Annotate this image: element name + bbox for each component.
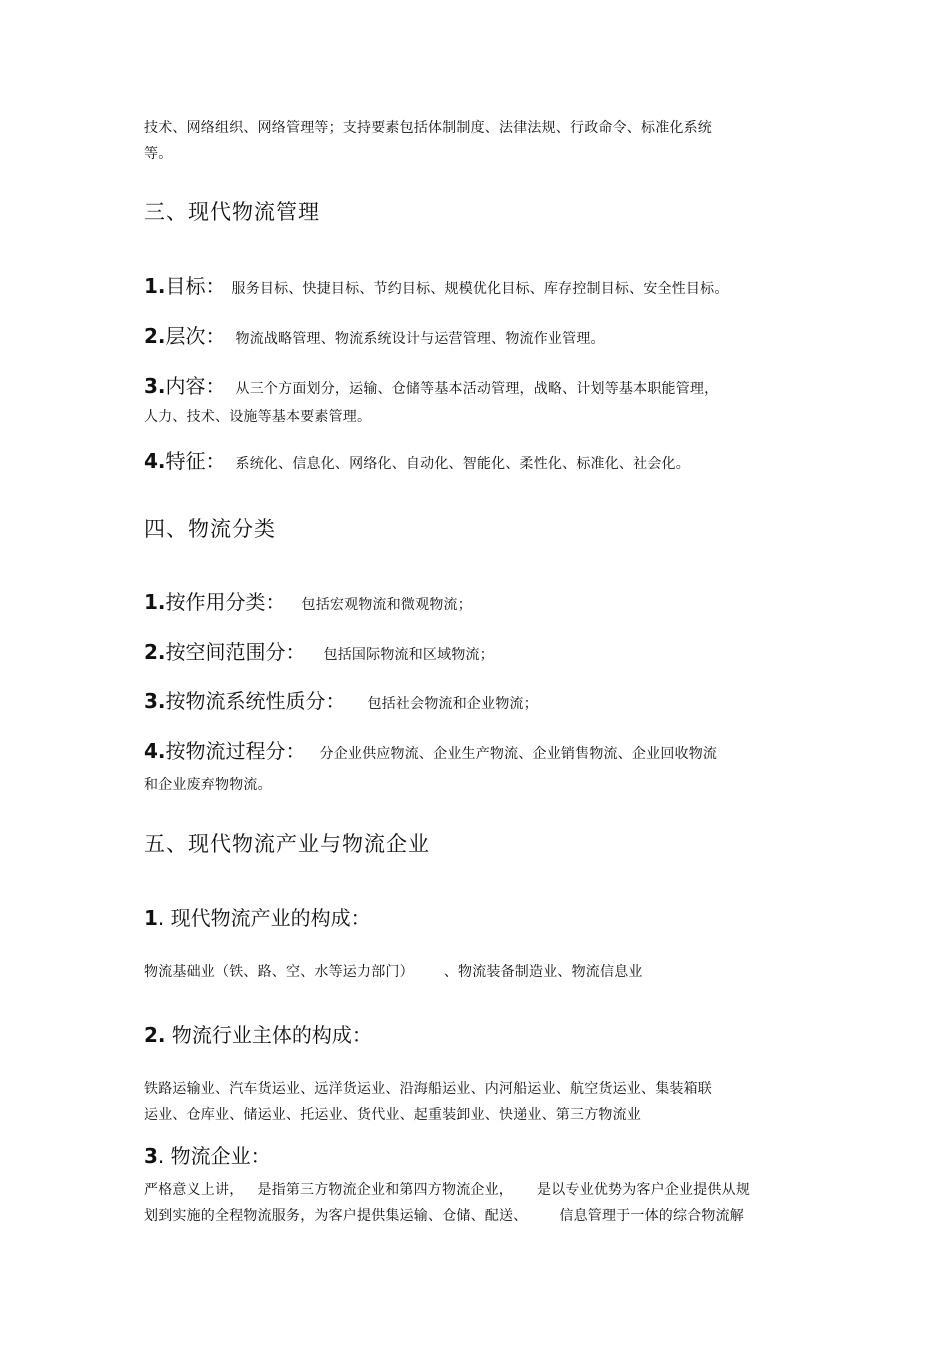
item-description: 分企业供应物流、企业生产物流、企业销售物流、企业回收物流 bbox=[319, 746, 718, 762]
item-number: 2. bbox=[144, 1023, 166, 1047]
item-number: 2. bbox=[144, 640, 166, 664]
item-title: 按物流过程分： bbox=[165, 739, 306, 763]
item-title: 按空间范围分： bbox=[165, 640, 306, 664]
item-number: 3. bbox=[144, 374, 166, 398]
text-segment: 、物流装备制造业、物流信息业 bbox=[443, 964, 643, 980]
text-segment: 信息管理于一体的综合物流解 bbox=[559, 1208, 745, 1224]
sec4-item-2 bbox=[144, 639, 494, 668]
sec4-item-1 bbox=[144, 589, 472, 618]
item-number: 2. bbox=[144, 324, 166, 348]
item-number: 4. bbox=[144, 449, 166, 473]
item-description: 从三个方面划分，运输、仓储等基本活动管理，战略、计划等基本职能管理， bbox=[235, 381, 719, 397]
sec3-item-4 bbox=[144, 448, 690, 477]
item-title: 层次： bbox=[165, 324, 226, 348]
item-description: 系统化、信息化、网络化、自动化、智能化、柔性化、标准化、社会化。 bbox=[235, 456, 690, 472]
sec4-item-3 bbox=[144, 688, 538, 717]
item-title: 按作用分类： bbox=[165, 590, 286, 614]
sec5-subheading-1 bbox=[144, 905, 371, 931]
sec5-subheading-2 bbox=[144, 1022, 372, 1048]
sec4-item-4-continuation: 和企业废弃物物流。 bbox=[144, 777, 272, 793]
section-heading-5: 五、现代物流产业与物流企业 bbox=[144, 832, 430, 856]
item-title: 特征： bbox=[165, 449, 226, 473]
sec3-item-3 bbox=[144, 373, 718, 402]
sec3-item-2 bbox=[144, 323, 605, 352]
text-segment: 严格意义上讲， bbox=[144, 1182, 244, 1198]
item-number: 1. bbox=[144, 590, 166, 614]
item-description: 包括宏观物流和微观物流； bbox=[301, 597, 472, 613]
item-title: 按物流系统性质分： bbox=[165, 689, 346, 713]
item-title: . 物流企业： bbox=[157, 1144, 271, 1168]
text-segment: 是以专业优势为客户企业提供从规 bbox=[537, 1182, 751, 1198]
item-number: 4. bbox=[144, 739, 166, 763]
item-number: 1 bbox=[144, 906, 158, 930]
item-title: . 现代物流产业的构成： bbox=[157, 906, 371, 930]
item-title: 物流行业主体的构成： bbox=[165, 1023, 372, 1047]
sec5-sub2-line-1: 铁路运输业、汽车货运业、远洋货运业、沿海船运业、内河船运业、航空货运业、集装箱联 bbox=[144, 1081, 712, 1097]
text-segment: 物流基础业（铁、路、空、水等运力部门） bbox=[144, 964, 414, 980]
sec4-item-4 bbox=[144, 738, 717, 767]
item-number: 1. bbox=[144, 274, 166, 298]
section-heading-4: 四、物流分类 bbox=[144, 517, 276, 541]
intro-line-2: 等。 bbox=[144, 146, 173, 162]
sec5-subheading-3 bbox=[144, 1143, 271, 1169]
item-description: 服务目标、快捷目标、节约目标、规模优化目标、库存控制目标、安全性目标。 bbox=[231, 281, 729, 297]
sec3-item-1 bbox=[144, 273, 729, 302]
item-description: 物流战略管理、物流系统设计与运营管理、物流作业管理。 bbox=[235, 331, 605, 347]
section-heading-3: 三、现代物流管理 bbox=[144, 200, 320, 224]
text-segment: 划到实施的全程物流服务，为客户提供集运输、仓储、配送、 bbox=[144, 1208, 528, 1224]
sec5-sub3-line-1 bbox=[144, 1181, 750, 1199]
item-description: 包括国际物流和区域物流； bbox=[323, 647, 494, 663]
item-number: 3 bbox=[144, 1144, 158, 1168]
sec5-sub3-line-2 bbox=[144, 1207, 744, 1225]
intro-line-1: 技术、网络组织、网络管理等；支持要素包括体制制度、法律法规、行政命令、标准化系统 bbox=[144, 120, 712, 136]
item-title: 目标： bbox=[165, 274, 226, 298]
text-segment: 是指第三方物流企业和第四方物流企业， bbox=[257, 1182, 514, 1198]
item-number: 3. bbox=[144, 689, 166, 713]
sec5-sub2-line-2: 运业、仓库业、储运业、托运业、货代业、起重装卸业、快递业、第三方物流业 bbox=[144, 1107, 641, 1123]
item-title: 内容： bbox=[165, 374, 226, 398]
item-description: 包括社会物流和企业物流； bbox=[367, 696, 538, 712]
sec5-sub1-text bbox=[144, 963, 643, 981]
sec3-item-3-continuation: 人力、技术、设施等基本要素管理。 bbox=[144, 409, 372, 425]
